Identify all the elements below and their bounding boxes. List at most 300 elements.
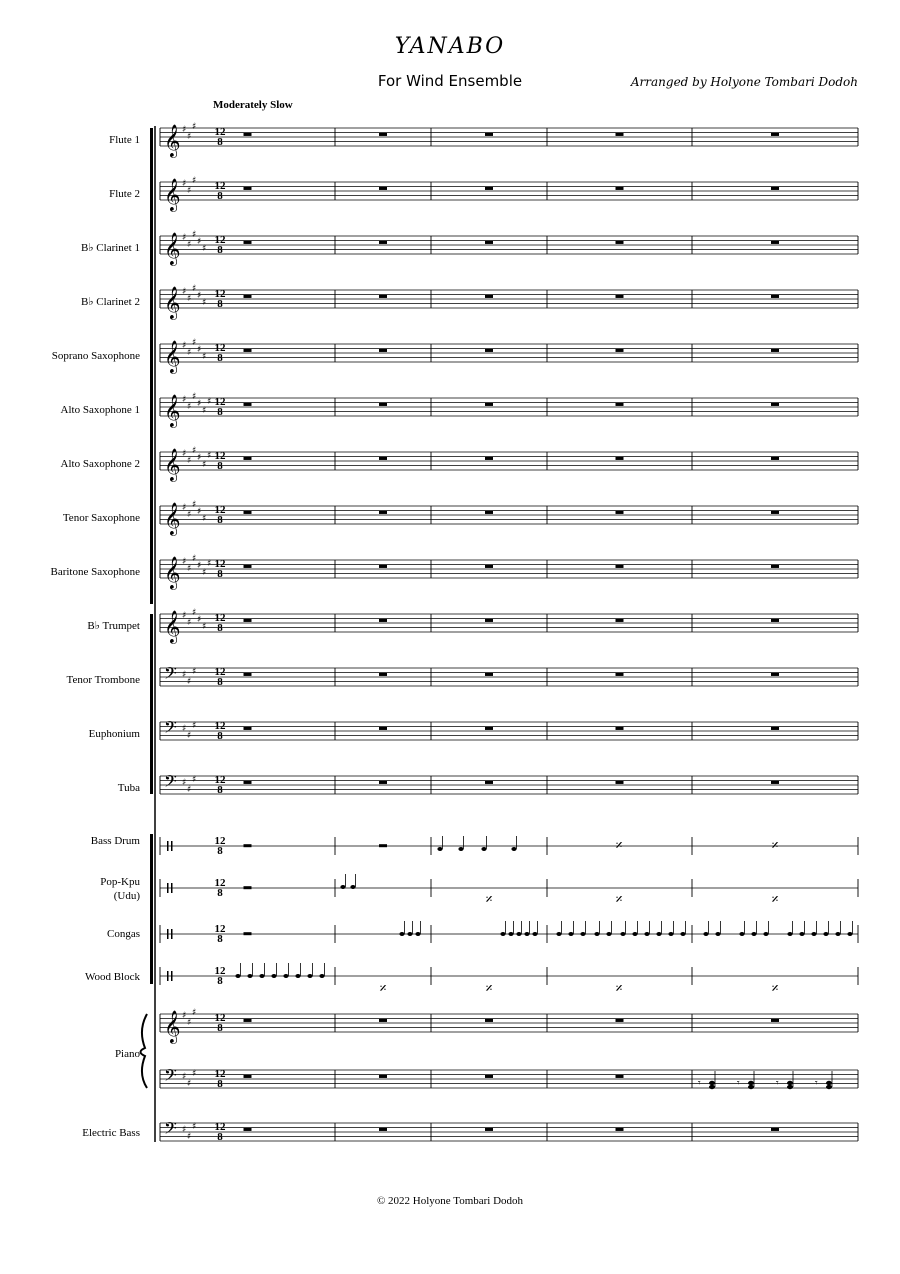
staff-tuba-rest-4 [771,781,779,784]
staff-clarinet-1-treble-clef: 𝄞 [164,232,181,265]
staff-baritone-sax-rest-1 [379,565,387,568]
staff-alto-sax-2-time-sig-top: 12 [214,450,226,462]
staff-flute-1-sharp-2: ♯ [192,122,197,132]
wood-block-note-2-head [259,974,264,978]
instrument-label-piano: Piano [114,1048,140,1060]
staff-euphonium-time-sig-top: 12 [214,720,226,732]
staff-electric-bass-sharp-2: ♯ [192,1122,197,1132]
staff-alto-sax-2-rest-2 [485,457,493,460]
staff-flute-2-time-sig-top: 12 [214,180,226,192]
congas-b3-note-2-head [580,932,585,936]
wood-block-note-5-head [295,974,300,978]
staff-tuba-bass-clef: 𝄢 [164,771,177,795]
staff-alto-sax-1-rest-0 [244,403,252,406]
staff-alto-sax-1-rest-3 [616,403,624,406]
piano-chord-note-a-2 [787,1081,793,1085]
staff-alto-sax-2-sharp-0: ♯ [182,449,187,459]
congas-b3-note-9-head [668,932,673,936]
staff-alto-sax-1-sharp-1: ♯ [187,402,192,412]
bass-drum-repeat-3: 𝄎 [615,838,623,854]
staff-pop-kpu-time-sig-bottom: 8 [217,887,223,899]
staff-clarinet-1-sharp-4: ♯ [202,244,207,254]
congas-b3-note-6-head [632,932,637,936]
piano-chord-note-b-3 [826,1085,832,1089]
staff-clarinet-2-sharp-1: ♯ [187,294,192,304]
staff-trumpet-time-sig-top: 12 [214,612,226,624]
staff-alto-sax-2-time-sig-bottom: 8 [217,460,223,472]
staff-flute-2-sharp-0: ♯ [182,179,187,189]
staff-soprano-sax-sharp-1: ♯ [187,348,192,358]
bass-drum-repeat-4: 𝄎 [771,838,779,854]
congas-b3-note-8-head [656,932,661,936]
staff-baritone-sax-sharp-2: ♯ [192,554,197,564]
staff-flute-1-rest-1 [379,133,387,136]
piano-eighth-rest-1: 𝄾 [737,1078,740,1089]
piano-chord-note-b-2 [787,1085,793,1089]
staff-soprano-sax-sharp-0: ♯ [182,341,187,351]
staff-congas-time-sig-bottom: 8 [217,933,223,945]
staff-flute-1-sharp-0: ♯ [182,125,187,135]
staff-clarinet-1-rest-0 [244,241,252,244]
staff-trumpet-rest-1 [379,619,387,622]
congas-b4-note-9-head [835,932,840,936]
staff-clarinet-1-rest-4 [771,241,779,244]
staff-tuba-rest-0 [244,781,252,784]
staff-flute-1-rest-0 [244,133,252,136]
staff-alto-sax-2-sharp-5: ♯ [207,451,212,461]
copyright-notice: © 2022 Holyone Tombari Dodoh [376,1195,524,1207]
woodwind-bracket [150,128,153,604]
staff-electric-bass-time-sig-bottom: 8 [217,1131,223,1143]
staff-tenor-sax-sharp-1: ♯ [187,510,192,520]
staff-piano-lh-sharp-0: ♯ [182,1072,187,1082]
wood-block-repeat-3: 𝄎 [615,981,623,997]
staff-alto-sax-1-sharp-4: ♯ [202,406,207,416]
instrument-label-soprano-sax: Soprano Saxophone [51,350,140,362]
staff-flute-1-sharp-1: ♯ [187,132,192,142]
congas-b4-note-0-head [703,932,708,936]
staff-wood-block-time-sig-top: 12 [214,965,226,977]
staff-piano-rh-rest-2 [485,1019,493,1022]
staff-trumpet-sharp-3: ♯ [197,615,202,625]
staff-tenor-sax-rest-4 [771,511,779,514]
staff-alto-sax-2-rest-3 [616,457,624,460]
instrument-label-clarinet-2: B♭ Clarinet 2 [81,296,140,308]
staff-euphonium-time-sig-bottom: 8 [217,730,223,742]
congas-b1-note-1-head [407,932,412,936]
staff-tenor-sax-sharp-4: ♯ [202,514,207,524]
staff-soprano-sax-rest-3 [616,349,624,352]
staff-tenor-sax-rest-0 [244,511,252,514]
staff-clarinet-1-time-sig-top: 12 [214,234,226,246]
staff-baritone-sax-rest-2 [485,565,493,568]
staff-pop-kpu-perc-clef-b [171,883,173,893]
staff-soprano-sax-rest-2 [485,349,493,352]
piano-chord-note-a-3 [826,1081,832,1085]
staff-tenor-trombone-rest-2 [485,673,493,676]
staff-trumpet-treble-clef: 𝄞 [164,610,181,643]
staff-alto-sax-1-treble-clef: 𝄞 [164,394,181,427]
instrument-label-euphonium: Euphonium [88,728,140,740]
instrument-label-baritone-sax: Baritone Saxophone [50,566,140,578]
pop-kpu-repeat-3: 𝄎 [615,892,623,908]
staff-euphonium-sharp-2: ♯ [192,721,197,731]
staff-piano-lh-sharp-2: ♯ [192,1069,197,1079]
congas-b4-note-5-head [787,932,792,936]
staff-tenor-trombone-sharp-0: ♯ [182,670,187,680]
congas-b2-note-0-head [500,932,505,936]
congas-b3-note-1-head [568,932,573,936]
piano-chord-note-a-1 [748,1081,754,1085]
staff-flute-2-rest-0 [244,187,252,190]
staff-soprano-sax-treble-clef: 𝄞 [164,340,181,373]
congas-b3-note-3-head [594,932,599,936]
staff-flute-2-treble-clef: 𝄞 [164,178,181,211]
piano-brace [141,1014,148,1088]
congas-b1-note-2-head [415,932,420,936]
staff-electric-bass-rest-3 [616,1128,624,1131]
staff-trumpet-sharp-2: ♯ [192,608,197,618]
tempo-marking: Moderately Slow [213,99,293,111]
staff-tuba-time-sig-top: 12 [214,774,226,786]
piano-chord-note-b-0 [709,1085,715,1089]
staff-electric-bass-rest-2 [485,1128,493,1131]
staff-piano-rh-rest-0 [244,1019,252,1022]
staff-clarinet-2-sharp-4: ♯ [202,298,207,308]
congas-b3-note-5-head [620,932,625,936]
piano-eighth-rest-0: 𝄾 [698,1078,701,1089]
congas-b2-note-3-head [524,932,529,936]
staff-tenor-sax-time-sig-bottom: 8 [217,514,223,526]
congas-b3-note-10-head [680,932,685,936]
wood-block-note-6-head [307,974,312,978]
wood-block-note-7-head [319,974,324,978]
staff-tuba-rest-3 [616,781,624,784]
staff-piano-lh-rest-0 [244,1075,252,1078]
staff-clarinet-2-rest-0 [244,295,252,298]
staff-clarinet-2-sharp-3: ♯ [197,291,202,301]
staff-alto-sax-1-sharp-5: ♯ [207,397,212,407]
staff-pop-kpu-time-sig-top: 12 [214,877,226,889]
piano-eighth-rest-2: 𝄾 [776,1078,779,1089]
staff-alto-sax-2-rest-1 [379,457,387,460]
staff-trumpet-rest-2 [485,619,493,622]
staff-tuba-rest-2 [485,781,493,784]
staff-tenor-trombone-rest-1 [379,673,387,676]
pop-kpu-repeat-4: 𝄎 [771,892,779,908]
staff-flute-1-time-sig-top: 12 [214,126,226,138]
staff-baritone-sax-rest-3 [616,565,624,568]
staff-tenor-sax-treble-clef: 𝄞 [164,502,181,535]
staff-alto-sax-1-sharp-3: ♯ [197,399,202,409]
staff-congas-time-sig-top: 12 [214,923,226,935]
staff-piano-rh-time-sig-top: 12 [214,1012,226,1024]
staff-alto-sax-1-rest-1 [379,403,387,406]
staff-soprano-sax-sharp-3: ♯ [197,345,202,355]
staff-flute-2-rest-4 [771,187,779,190]
staff-alto-sax-1-time-sig-bottom: 8 [217,406,223,418]
staff-tuba-sharp-2: ♯ [192,775,197,785]
instrument-label-alto-sax-2: Alto Saxophone 2 [60,458,140,470]
instrument-label-wood-block: Wood Block [84,971,140,983]
staff-clarinet-1-rest-1 [379,241,387,244]
staff-soprano-sax-rest-0 [244,349,252,352]
staff-trumpet-sharp-4: ♯ [202,622,207,632]
staff-piano-lh-time-sig-top: 12 [214,1068,226,1080]
instrument-label-tenor-trombone: Tenor Trombone [66,674,140,686]
staff-trumpet-time-sig-bottom: 8 [217,622,223,634]
staff-electric-bass-sharp-0: ♯ [182,1125,187,1135]
staff-clarinet-2-rest-1 [379,295,387,298]
staff-tuba-rest-1 [379,781,387,784]
staff-clarinet-1-sharp-0: ♯ [182,233,187,243]
staff-congas-perc-clef-a [167,929,169,939]
staff-clarinet-1-rest-3 [616,241,624,244]
staff-tenor-sax-sharp-2: ♯ [192,500,197,510]
wood-block-repeat-4: 𝄎 [771,981,779,997]
congas-b4-note-1-head [715,932,720,936]
staff-electric-bass-rest-0 [244,1128,252,1131]
pop-kpu-note-1-head [350,885,355,889]
congas-b3-note-4-head [606,932,611,936]
pop-kpu-repeat-2: 𝄎 [485,892,493,908]
staff-tenor-sax-rest-3 [616,511,624,514]
staff-clarinet-1-sharp-3: ♯ [197,237,202,247]
staff-baritone-sax-sharp-4: ♯ [202,568,207,578]
congas-b2-note-2-head [516,932,521,936]
staff-clarinet-1-sharp-1: ♯ [187,240,192,250]
staff-piano-rh-sharp-2: ♯ [192,1008,197,1018]
instrument-label-pop-kpu: Pop-Kpu [100,876,140,888]
staff-piano-lh-rest-1 [379,1075,387,1078]
instrument-label-tenor-sax: Tenor Saxophone [62,512,140,524]
staff-flute-2-rest-1 [379,187,387,190]
staff-euphonium-rest-4 [771,727,779,730]
congas-b3-note-0-head [556,932,561,936]
staff-baritone-sax-sharp-3: ♯ [197,561,202,571]
staff-euphonium-rest-0 [244,727,252,730]
staff-trumpet-rest-3 [616,619,624,622]
staff-wood-block-perc-clef-a [167,971,169,981]
staff-euphonium-rest-1 [379,727,387,730]
staff-alto-sax-2-sharp-4: ♯ [202,460,207,470]
staff-tenor-sax-rest-2 [485,511,493,514]
piano-chord-note-b-1 [748,1085,754,1089]
staff-tenor-trombone-sharp-2: ♯ [192,667,197,677]
wood-block-repeat-2: 𝄎 [485,981,493,997]
staff-electric-bass-rest-1 [379,1128,387,1131]
staff-piano-lh-sharp-1: ♯ [187,1079,192,1089]
staff-clarinet-2-rest-4 [771,295,779,298]
staff-trumpet-rest-4 [771,619,779,622]
staff-tenor-sax-sharp-3: ♯ [197,507,202,517]
staff-trumpet-rest-0 [244,619,252,622]
staff-congas-perc-clef-b [171,929,173,939]
staff-flute-1-rest-4 [771,133,779,136]
staff-tenor-trombone-sharp-1: ♯ [187,677,192,687]
staff-clarinet-2-treble-clef: 𝄞 [164,286,181,319]
staff-flute-2-rest-2 [485,187,493,190]
score-subtitle: For Wind Ensemble [377,72,523,90]
bass-drum-note-1-head [458,847,463,851]
wood-block-note-0-head [235,974,240,978]
staff-electric-bass-rest-4 [771,1128,779,1131]
staff-tenor-sax-time-sig-top: 12 [214,504,226,516]
staff-clarinet-2-sharp-2: ♯ [192,284,197,294]
brass-bracket [150,614,153,794]
staff-tenor-trombone-bass-clef: 𝄢 [164,663,177,687]
staff-tenor-sax-sharp-0: ♯ [182,503,187,513]
bass-drum-rest-0 [244,844,252,847]
staff-piano-lh-rest-2 [485,1075,493,1078]
staff-wood-block-perc-clef-b [171,971,173,981]
staff-piano-lh-rest-3 [616,1075,624,1078]
congas-b2-note-4-head [532,932,537,936]
staff-euphonium-sharp-0: ♯ [182,724,187,734]
staff-piano-lh-time-sig-bottom: 8 [217,1078,223,1090]
staff-electric-bass-sharp-1: ♯ [187,1132,192,1142]
instrument-label-udu: (Udu) [113,890,140,902]
bass-drum-note-2-head [481,847,486,851]
staff-clarinet-2-sharp-0: ♯ [182,287,187,297]
staff-wood-block-time-sig-bottom: 8 [217,975,223,987]
congas-b1-note-0-head [399,932,404,936]
staff-trumpet-sharp-0: ♯ [182,611,187,621]
staff-tenor-trombone-time-sig-top: 12 [214,666,226,678]
staff-baritone-sax-rest-0 [244,565,252,568]
staff-alto-sax-2-sharp-3: ♯ [197,453,202,463]
congas-rest-0 [244,932,252,935]
staff-soprano-sax-sharp-4: ♯ [202,352,207,362]
staff-clarinet-1-rest-2 [485,241,493,244]
staff-piano-rh-rest-4 [771,1019,779,1022]
congas-b4-note-10-head [847,932,852,936]
staff-alto-sax-2-treble-clef: 𝄞 [164,448,181,481]
staff-bass-drum-perc-clef-b [171,841,173,851]
staff-clarinet-1-time-sig-bottom: 8 [217,244,223,256]
instrument-label-flute-2: Flute 2 [109,188,140,200]
percussion-bracket [150,834,153,984]
staff-baritone-sax-sharp-0: ♯ [182,557,187,567]
wood-block-note-3-head [271,974,276,978]
congas-b4-note-3-head [751,932,756,936]
pop-kpu-rest-0 [244,886,252,889]
congas-b4-note-7-head [811,932,816,936]
staff-baritone-sax-sharp-5: ♯ [207,559,212,569]
staff-clarinet-2-rest-2 [485,295,493,298]
staff-electric-bass-time-sig-top: 12 [214,1121,226,1133]
staff-piano-rh-rest-3 [616,1019,624,1022]
staff-baritone-sax-treble-clef: 𝄞 [164,556,181,589]
staff-clarinet-2-time-sig-bottom: 8 [217,298,223,310]
staff-soprano-sax-time-sig-top: 12 [214,342,226,354]
wood-block-repeat-1: 𝄎 [379,981,387,997]
staff-pop-kpu-perc-clef-a [167,883,169,893]
staff-flute-2-rest-3 [616,187,624,190]
staff-tuba-sharp-1: ♯ [187,785,192,795]
staff-soprano-sax-rest-1 [379,349,387,352]
staff-euphonium-rest-2 [485,727,493,730]
staff-piano-rh-sharp-1: ♯ [187,1018,192,1028]
wood-block-note-1-head [247,974,252,978]
staff-alto-sax-2-rest-4 [771,457,779,460]
arranger-credit: Arranged by Holyone Tombari Dodoh [630,75,858,89]
instrument-label-bass-drum: Bass Drum [90,835,140,847]
staff-alto-sax-1-rest-2 [485,403,493,406]
staff-flute-1-rest-2 [485,133,493,136]
staff-alto-sax-1-sharp-0: ♯ [182,395,187,405]
staff-tenor-trombone-rest-0 [244,673,252,676]
staff-piano-lh-bass-clef: 𝄢 [164,1065,177,1089]
staff-alto-sax-1-rest-4 [771,403,779,406]
staff-euphonium-sharp-1: ♯ [187,731,192,741]
staff-alto-sax-2-sharp-2: ♯ [192,446,197,456]
staff-euphonium-rest-3 [616,727,624,730]
staff-clarinet-2-time-sig-top: 12 [214,288,226,300]
staff-baritone-sax-time-sig-bottom: 8 [217,568,223,580]
staff-flute-2-time-sig-bottom: 8 [217,190,223,202]
staff-bass-drum-time-sig-top: 12 [214,835,226,847]
staff-euphonium-bass-clef: 𝄢 [164,717,177,741]
congas-b4-note-8-head [823,932,828,936]
instrument-label-clarinet-1: B♭ Clarinet 1 [81,242,140,254]
congas-b3-note-7-head [644,932,649,936]
staff-soprano-sax-sharp-2: ♯ [192,338,197,348]
staff-flute-2-sharp-1: ♯ [187,186,192,196]
instrument-label-trumpet: B♭ Trumpet [87,620,140,632]
staff-baritone-sax-rest-4 [771,565,779,568]
congas-b2-note-1-head [508,932,513,936]
staff-tenor-trombone-rest-4 [771,673,779,676]
staff-baritone-sax-time-sig-top: 12 [214,558,226,570]
instrument-label-tuba: Tuba [117,782,140,794]
staff-flute-1-treble-clef: 𝄞 [164,124,181,157]
staff-flute-1-time-sig-bottom: 8 [217,136,223,148]
staff-bass-drum-perc-clef-a [167,841,169,851]
instrument-label-congas: Congas [107,928,140,940]
congas-b4-note-4-head [763,932,768,936]
staff-flute-2-sharp-2: ♯ [192,176,197,186]
staff-clarinet-1-sharp-2: ♯ [192,230,197,240]
score-title: YANABO [394,34,506,59]
staff-bass-drum-time-sig-bottom: 8 [217,845,223,857]
staff-tuba-time-sig-bottom: 8 [217,784,223,796]
staff-piano-rh-time-sig-bottom: 8 [217,1022,223,1034]
bass-drum-note-0-head [437,847,442,851]
staff-tenor-sax-rest-1 [379,511,387,514]
staff-piano-rh-treble-clef: 𝄞 [164,1010,181,1043]
staff-tenor-trombone-time-sig-bottom: 8 [217,676,223,688]
piano-chord-note-a-0 [709,1081,715,1085]
wood-block-note-4-head [283,974,288,978]
staff-soprano-sax-rest-4 [771,349,779,352]
staff-electric-bass-bass-clef: 𝄢 [164,1118,177,1142]
staff-alto-sax-1-sharp-2: ♯ [192,392,197,402]
staff-piano-rh-sharp-0: ♯ [182,1011,187,1021]
staff-piano-rh-rest-1 [379,1019,387,1022]
bass-drum-rest-1 [379,844,387,847]
staff-alto-sax-2-rest-0 [244,457,252,460]
staff-soprano-sax-time-sig-bottom: 8 [217,352,223,364]
staff-alto-sax-1-time-sig-top: 12 [214,396,226,408]
staff-clarinet-2-rest-3 [616,295,624,298]
piano-eighth-rest-3: 𝄾 [815,1078,818,1089]
congas-b4-note-2-head [739,932,744,936]
instrument-label-alto-sax-1: Alto Saxophone 1 [60,404,140,416]
instrument-label-flute-1: Flute 1 [109,134,140,146]
staff-flute-1-rest-3 [616,133,624,136]
staff-tuba-sharp-0: ♯ [182,778,187,788]
